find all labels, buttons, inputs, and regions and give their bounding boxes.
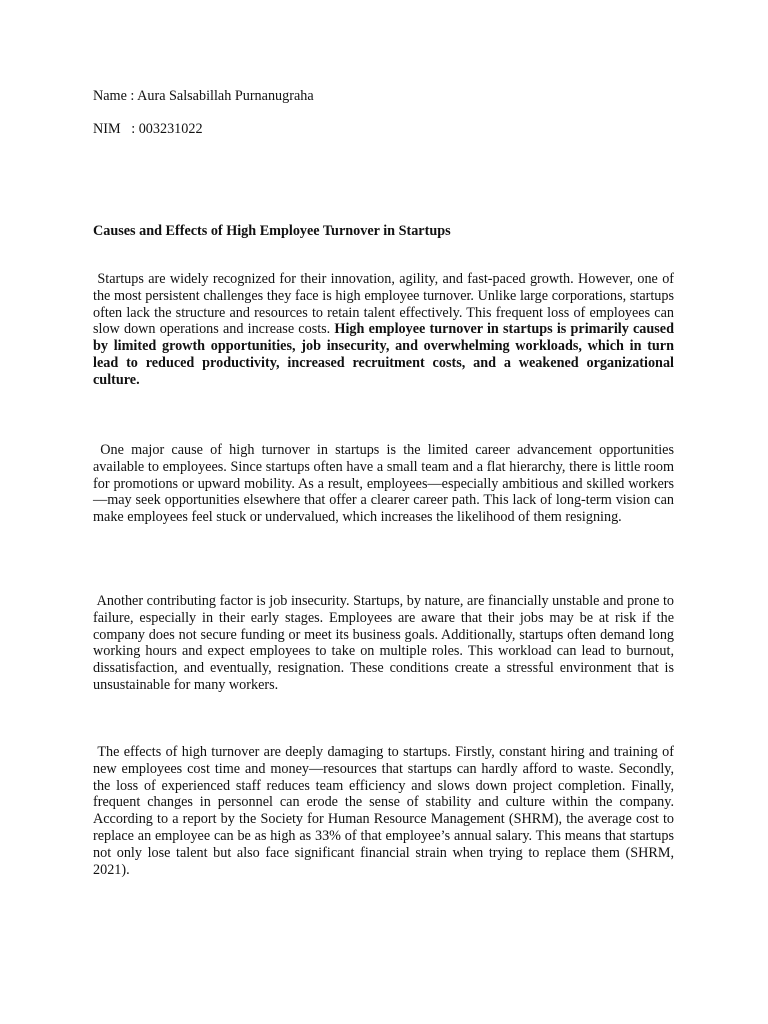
body-paragraph-insecurity: Another contributing factor is job insecurity. Startups, by nature, are financially unstable and prone to failure, especially in their early stages. Employees are aware that their jobs may be at risk if the company does not secure funding or meet its business goals. Additionally, startups often demand long working hours and expect employees to take on multiple roles. This workload can lead to burnout, dissatisfaction, and eventually, resignation. These conditions create a stressful environment that is unsustainable for many workers. <box>93 593 678 693</box>
thesis-statement: High employee turnover in startups is primarily caused by limited growth opportunities, job insecurity, and overwhelming workloads, which in turn lead to reduced productivity, increased recruitment costs, and a weakened organizational culture. <box>93 321 678 388</box>
student-name-line: Name : Aura Salsabillah Purnanugraha <box>93 88 314 104</box>
intro-paragraph <box>93 271 678 389</box>
student-nim-line: NIM : 003231022 <box>93 121 203 137</box>
essay-title: Causes and Effects of High Employee Turnover in Startups <box>93 223 451 239</box>
body-paragraph-growth: One major cause of high turnover in startups is the limited career advancement opportunities available to employees. Since startups often have a small team and a flat hierarchy, there is little room for promotions or upward mobility. As a result, employees—especially ambitious and skilled workers—may seek opportunities elsewhere that offer a clearer career path. This lack of long-term vision can make employees feel stuck or undervalued, which increases the likelihood of them resigning. <box>93 442 678 526</box>
intro-text: Startups are widely recognized for their innovation, agility, and fast-paced growth. However, one of the most persistent challenges they face is high employee turnover. Unlike large corporations, startups often lack the structure and resources to retain talent effectively. This frequent loss of employees can slow down operations and increase costs. <box>93 271 678 338</box>
body-paragraph-effects: The effects of high turnover are deeply damaging to startups. Firstly, constant hiring and training of new employees cost time and money—resources that startups can hardly afford to waste. Secondly, the loss of experienced staff reduces team efficiency and slows down project completion. Finally, frequent changes in personnel can erode the sense of stability and culture within the company. According to a report by the Society for Human Resource Management (SHRM), the average cost to replace an employee can be as high as 33% of that employee’s annual salary. This means that startups not only lose talent but also face significant financial strain when trying to replace them (SHRM, 2021). <box>93 744 678 878</box>
